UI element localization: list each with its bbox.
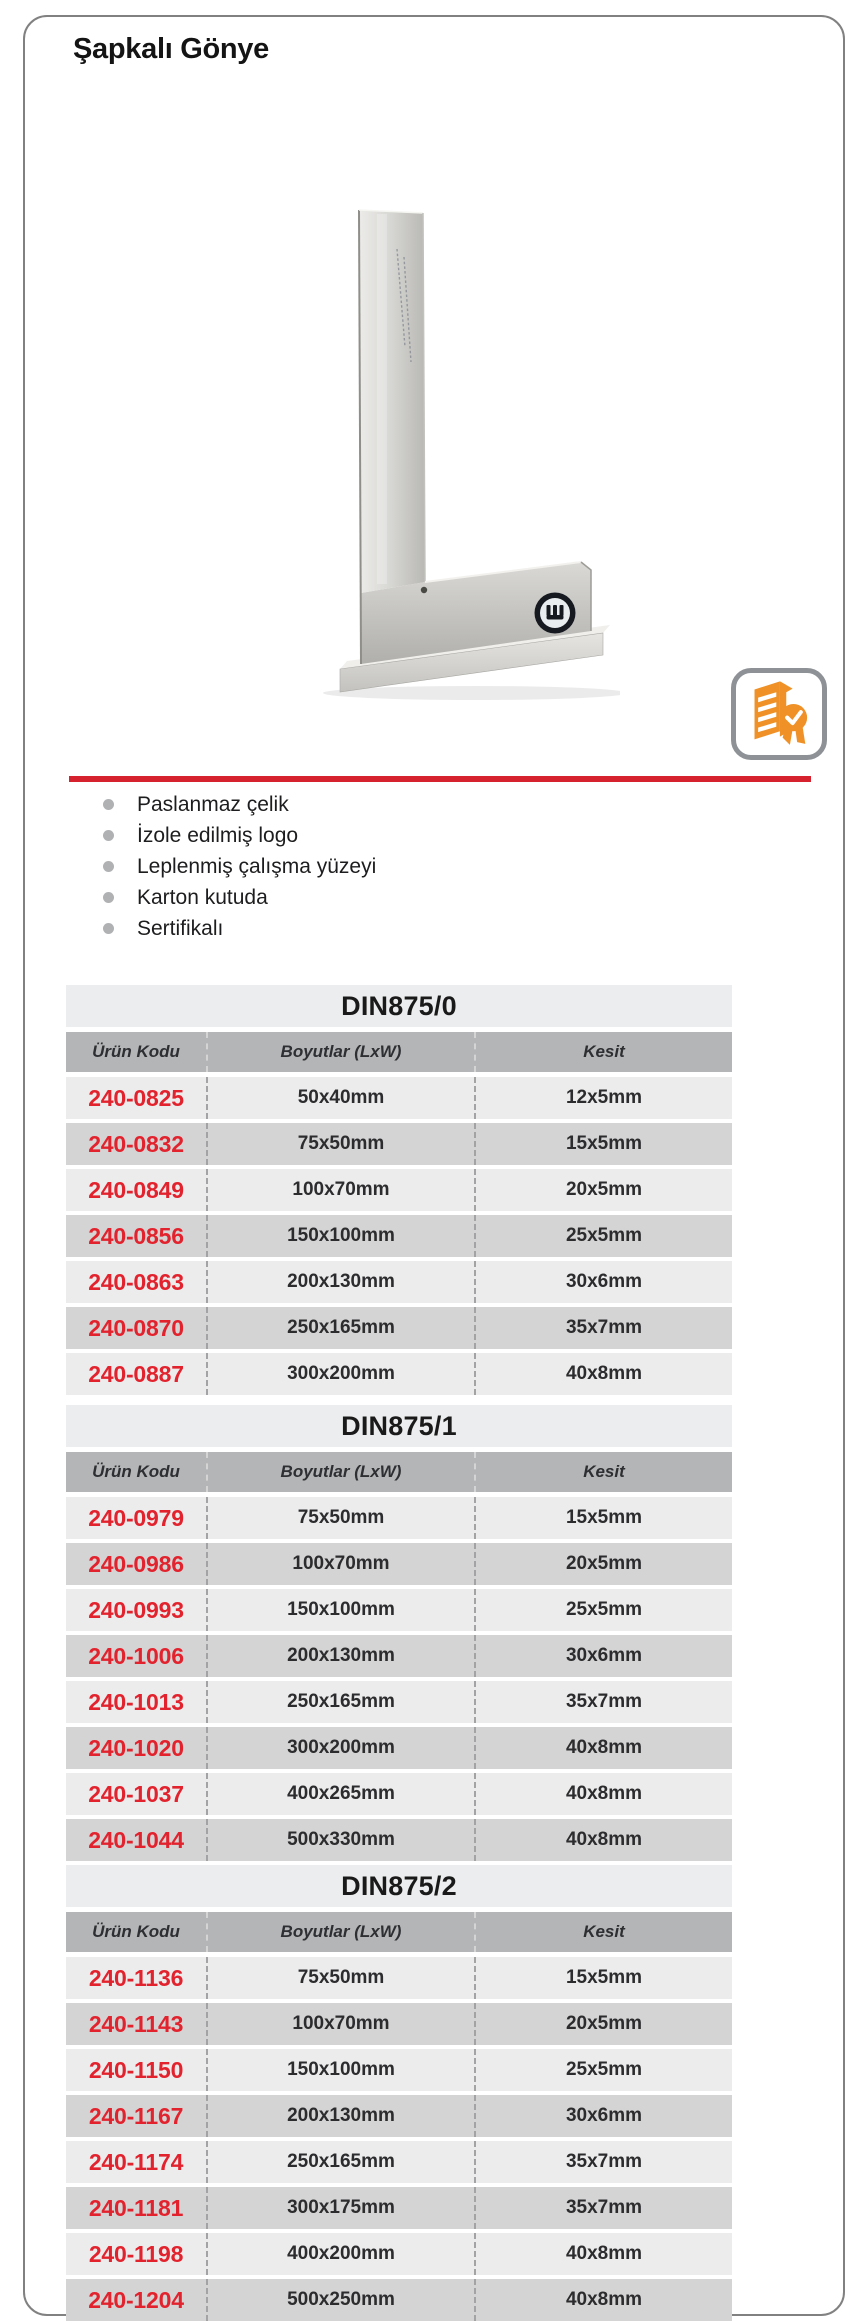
cross-section-cell (474, 1169, 732, 1211)
table-row (66, 1819, 732, 1861)
cell-value: 250x165mm (287, 2151, 395, 2172)
product-code-cell (66, 1635, 206, 1677)
cell-value: 35x7mm (565, 1691, 643, 1712)
red-divider-line (69, 776, 811, 782)
product-code-cell (66, 1543, 206, 1585)
product-code-cell (66, 2187, 206, 2229)
product-code-cell (66, 1681, 206, 1723)
column-header-dimensions: Boyutlar (LxW) (206, 1452, 474, 1492)
product-code-cell (66, 1261, 206, 1303)
cell-value: 40x8mm (565, 1363, 643, 1384)
cell-value: 250x165mm (287, 1691, 395, 1712)
product-code-cell (66, 1819, 206, 1861)
cell-value: 500x250mm (287, 2289, 395, 2310)
cell-value: 75x50mm (297, 1133, 385, 1154)
cell-value: 200x130mm (287, 1271, 395, 1292)
feature-item (103, 851, 376, 882)
dimensions-cell (206, 1819, 474, 1861)
product-code-cell (66, 2141, 206, 2183)
product-code: 240-0849 (88, 1176, 184, 1203)
din-table-din875-2 (66, 1865, 732, 2323)
bullet-dot-icon (103, 923, 114, 934)
dimensions-cell (206, 1215, 474, 1257)
cross-section-cell (474, 1957, 732, 1999)
dimensions-cell (206, 2141, 474, 2183)
column-header-product-code: Ürün Kodu (92, 1462, 180, 1481)
product-code: 240-1136 (88, 1964, 184, 1991)
product-code: 240-0825 (88, 1084, 184, 1111)
cell-value: 20x5mm (565, 1179, 643, 1200)
cell-value: 250x165mm (287, 1317, 395, 1338)
table-row (66, 1957, 732, 1999)
feature-label: Paslanmaz çelik (137, 792, 289, 816)
cell-value: 150x100mm (287, 1599, 395, 1620)
cell-value: 40x8mm (565, 1829, 643, 1850)
table-row (66, 1215, 732, 1257)
table-row (66, 1773, 732, 1815)
product-code: 240-0832 (88, 1130, 184, 1157)
cell-value: 100x70mm (292, 2013, 390, 2034)
cell-value: 30x6mm (565, 1645, 643, 1666)
product-code-cell (66, 2279, 206, 2321)
product-code-cell (66, 1123, 206, 1165)
product-code: 240-1006 (88, 1642, 184, 1669)
cell-value: 200x130mm (287, 1645, 395, 1666)
product-code: 240-1181 (88, 2194, 184, 2221)
cell-value: 200x130mm (287, 2105, 395, 2126)
cross-section-cell (474, 2049, 732, 2091)
dimensions-cell (206, 1589, 474, 1631)
product-code-cell (66, 1497, 206, 1539)
table-row (66, 1123, 732, 1165)
cell-value: 400x200mm (287, 2243, 395, 2264)
product-code-cell (66, 1169, 206, 1211)
dimensions-cell (206, 1727, 474, 1769)
table-row (66, 1543, 732, 1585)
feature-item (103, 789, 376, 820)
table-title: DIN875/1 (66, 1405, 732, 1447)
cell-value: 75x50mm (297, 1967, 385, 1988)
table-row (66, 1589, 732, 1631)
cell-value: 40x8mm (565, 2289, 643, 2310)
table-row (66, 2095, 732, 2137)
product-code: 240-1174 (88, 2148, 184, 2175)
product-code-cell (66, 2003, 206, 2045)
cell-value: 50x40mm (297, 1087, 385, 1108)
cross-section-cell (474, 2141, 732, 2183)
dimensions-cell (206, 1543, 474, 1585)
cell-value: 25x5mm (565, 1225, 643, 1246)
cross-section-cell (474, 2095, 732, 2137)
cross-section-cell (474, 1773, 732, 1815)
cell-value: 35x7mm (565, 2197, 643, 2218)
dimensions-cell (206, 2095, 474, 2137)
product-code: 240-1167 (88, 2102, 184, 2129)
table-header-row (66, 1912, 732, 1952)
dimensions-cell (206, 1681, 474, 1723)
cross-section-cell (474, 2233, 732, 2275)
cell-value: 300x200mm (287, 1737, 395, 1758)
cell-value: 40x8mm (565, 2243, 643, 2264)
cross-section-cell (474, 1681, 732, 1723)
cross-section-cell (474, 2003, 732, 2045)
dimensions-cell (206, 1353, 474, 1395)
cross-section-cell (474, 1497, 732, 1539)
product-code: 240-1020 (88, 1734, 184, 1761)
cross-section-cell (474, 1543, 732, 1585)
dimensions-cell (206, 1773, 474, 1815)
cell-value: 20x5mm (565, 1553, 643, 1574)
product-code: 240-1037 (88, 1780, 184, 1807)
product-code: 240-0979 (88, 1504, 184, 1531)
table-row (66, 2279, 732, 2321)
product-code-cell (66, 2095, 206, 2137)
table-header-row (66, 1452, 732, 1492)
cell-value: 30x6mm (565, 2105, 643, 2126)
cell-value: 15x5mm (565, 1133, 643, 1154)
cross-section-cell (474, 1819, 732, 1861)
page-border-card (23, 15, 845, 2316)
column-header-dimensions: Boyutlar (LxW) (206, 1912, 474, 1952)
cell-value: 75x50mm (297, 1507, 385, 1528)
product-code: 240-1143 (88, 2010, 184, 2037)
column-header-dimensions: Boyutlar (LxW) (206, 1032, 474, 1072)
table-row (66, 1307, 732, 1349)
product-code: 240-0993 (88, 1596, 184, 1623)
dimensions-cell (206, 1497, 474, 1539)
table-title: DIN875/0 (66, 985, 732, 1027)
dimensions-cell (206, 2003, 474, 2045)
feature-label: Karton kutuda (137, 885, 268, 909)
dimensions-cell (206, 1123, 474, 1165)
cross-section-cell (474, 1215, 732, 1257)
feature-item (103, 882, 376, 913)
product-code-cell (66, 1307, 206, 1349)
dimensions-cell (206, 2049, 474, 2091)
dimensions-cell (206, 1957, 474, 1999)
product-code: 240-1013 (88, 1688, 184, 1715)
cross-section-cell (474, 1307, 732, 1349)
product-code: 240-1198 (88, 2240, 184, 2267)
cell-value: 12x5mm (565, 1087, 643, 1108)
product-code: 240-0887 (88, 1360, 184, 1387)
product-code-cell (66, 2049, 206, 2091)
table-row (66, 2049, 732, 2091)
cross-section-cell (474, 2187, 732, 2229)
product-code-cell (66, 1727, 206, 1769)
cell-value: 15x5mm (565, 1967, 643, 1988)
feature-list (103, 789, 376, 944)
column-header-product-code: Ürün Kodu (92, 1922, 180, 1941)
cell-value: 40x8mm (565, 1737, 643, 1758)
maker-logo (535, 593, 576, 634)
product-code-cell (66, 2233, 206, 2275)
table-row (66, 1353, 732, 1395)
table-row (66, 1497, 732, 1539)
cell-value: 30x6mm (565, 1271, 643, 1292)
product-code-cell (66, 1773, 206, 1815)
cross-section-cell (474, 1123, 732, 1165)
table-row (66, 1681, 732, 1723)
dimensions-cell (206, 2187, 474, 2229)
dimensions-cell (206, 1635, 474, 1677)
cell-value: 150x100mm (287, 2059, 395, 2080)
relief-hole (421, 587, 427, 593)
product-code-cell (66, 1589, 206, 1631)
table-title: DIN875/2 (66, 1865, 732, 1907)
column-header-product-code: Ürün Kodu (92, 1042, 180, 1061)
cross-section-cell (474, 1727, 732, 1769)
feature-label: İzole edilmiş logo (137, 823, 299, 847)
table-row (66, 1727, 732, 1769)
bullet-dot-icon (103, 861, 114, 872)
table-row (66, 1169, 732, 1211)
cross-section-cell (474, 1635, 732, 1677)
column-header-cross-section: Kesit (474, 1032, 732, 1072)
page-title: Şapkalı Gönye (73, 33, 269, 65)
product-code: 240-0986 (88, 1550, 184, 1577)
feature-item (103, 913, 376, 944)
table-row (66, 1261, 732, 1303)
product-code: 240-0856 (88, 1222, 184, 1249)
dimensions-cell (206, 1261, 474, 1303)
cell-value: 500x330mm (287, 1829, 395, 1850)
cell-value: 40x8mm (565, 1783, 643, 1804)
product-code: 240-1150 (88, 2056, 184, 2083)
table-row (66, 2003, 732, 2045)
feature-label: Sertifikalı (137, 916, 224, 940)
cross-section-cell (474, 1589, 732, 1631)
cell-value: 20x5mm (565, 2013, 643, 2034)
cell-value: 15x5mm (565, 1507, 643, 1528)
product-code: 240-0870 (88, 1314, 184, 1341)
cell-value: 300x200mm (287, 1363, 395, 1384)
bullet-dot-icon (103, 892, 114, 903)
dimensions-cell (206, 1307, 474, 1349)
dimensions-cell (206, 2233, 474, 2275)
bullet-dot-icon (103, 799, 114, 810)
product-code-cell (66, 1353, 206, 1395)
cross-section-cell (474, 1353, 732, 1395)
product-code-cell (66, 1077, 206, 1119)
table-row (66, 2233, 732, 2275)
table-row (66, 1077, 732, 1119)
product-code: 240-1044 (88, 1826, 184, 1853)
cell-value: 150x100mm (287, 1225, 395, 1246)
dimensions-cell (206, 1169, 474, 1211)
cell-value: 25x5mm (565, 1599, 643, 1620)
certificate-badge-icon (731, 668, 827, 760)
cross-section-cell (474, 1261, 732, 1303)
cell-value: 100x70mm (292, 1553, 390, 1574)
cross-section-cell (474, 2279, 732, 2321)
din-table-din875-0 (66, 985, 732, 1399)
cross-section-cell (474, 1077, 732, 1119)
table-row (66, 2187, 732, 2229)
dimensions-cell (206, 2279, 474, 2321)
product-code: 240-1204 (88, 2286, 184, 2313)
product-code: 240-0863 (88, 1268, 184, 1295)
product-code-cell (66, 1957, 206, 1999)
cell-value: 35x7mm (565, 1317, 643, 1338)
column-header-cross-section: Kesit (474, 1452, 732, 1492)
feature-item (103, 820, 376, 851)
bullet-dot-icon (103, 830, 114, 841)
table-header-row (66, 1032, 732, 1072)
feature-label: Leplenmiş çalışma yüzeyi (137, 854, 377, 878)
cell-value: 35x7mm (565, 2151, 643, 2172)
try-square-product-photo (320, 202, 620, 702)
table-row (66, 2141, 732, 2183)
table-row (66, 1635, 732, 1677)
dimensions-cell (206, 1077, 474, 1119)
product-code-cell (66, 1215, 206, 1257)
din-table-din875-1 (66, 1405, 732, 1865)
cell-value: 100x70mm (292, 1179, 390, 1200)
cell-value: 400x265mm (287, 1783, 395, 1804)
cell-value: 300x175mm (287, 2197, 395, 2218)
column-header-cross-section: Kesit (474, 1912, 732, 1952)
cell-value: 25x5mm (565, 2059, 643, 2080)
